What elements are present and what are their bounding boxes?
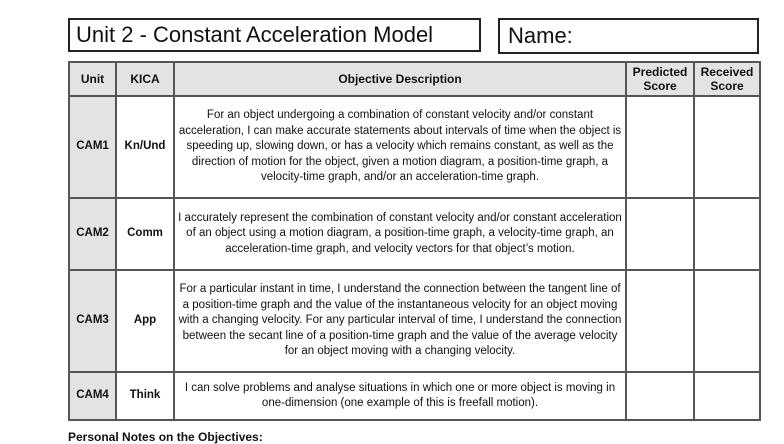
column-header-unit: Unit: [69, 62, 116, 96]
kica-cell: Comm: [116, 198, 174, 270]
table-row: [69, 96, 760, 198]
kica-cell: Kn/Und: [116, 96, 174, 198]
description-cell: I can solve problems and analyse situations in which one or more object is moving in one-dimension (one example of this is freefall motion).: [174, 372, 626, 420]
unit-cell: CAM3: [69, 270, 116, 372]
received-score-cell[interactable]: [694, 96, 760, 198]
received-score-cell[interactable]: [694, 372, 760, 420]
table-row: [69, 372, 760, 420]
column-header-predicted: Predicted Score: [626, 62, 694, 96]
description-cell: For an object undergoing a combination of constant velocity and/or constant acceleration, I can make accurate statements about intervals of time when the object is speeding up, slowing down, or has a velocity which remains constant, as well as the direction of motion for the object, given a motion diagram, a position-time graph, a velocity-time graph, and/or an acceleration-time graph.: [174, 96, 626, 198]
table-header-row: [69, 62, 760, 96]
objectives-table: [68, 61, 761, 421]
predicted-score-cell[interactable]: [626, 372, 694, 420]
column-header-kica: KICA: [116, 62, 174, 96]
description-cell: For a particular instant in time, I understand the connection between the tangent line of a position-time graph and the value of the instantaneous velocity for an object moving with a changing velocity. For any particular interval of time, I understand the connection between the secant line of a position-time graph and the value of the average velocity for an object moving with a changing velocity.: [174, 270, 626, 372]
predicted-score-cell[interactable]: [626, 198, 694, 270]
kica-cell: Think: [116, 372, 174, 420]
predicted-score-cell[interactable]: [626, 96, 694, 198]
unit-cell: CAM1: [69, 96, 116, 198]
unit-title: Unit 2 - Constant Acceleration Model: [68, 18, 481, 52]
table-row: [69, 270, 760, 372]
description-cell: I accurately represent the combination of constant velocity and/or constant acceleration of an object using a motion diagram, a position-time graph, a velocity-time graph, an acceleration-time graph, and velocity vectors for that object’s motion.: [174, 198, 626, 270]
received-score-cell[interactable]: [694, 198, 760, 270]
personal-notes-heading: Personal Notes on the Objectives:: [68, 430, 263, 444]
column-header-received: Received Score: [694, 62, 760, 96]
column-header-description: Objective Description: [174, 62, 626, 96]
predicted-score-cell[interactable]: [626, 270, 694, 372]
received-score-cell[interactable]: [694, 270, 760, 372]
unit-cell: CAM4: [69, 372, 116, 420]
kica-cell: App: [116, 270, 174, 372]
name-field[interactable]: Name:: [498, 18, 759, 54]
table-row: [69, 198, 760, 270]
unit-cell: CAM2: [69, 198, 116, 270]
